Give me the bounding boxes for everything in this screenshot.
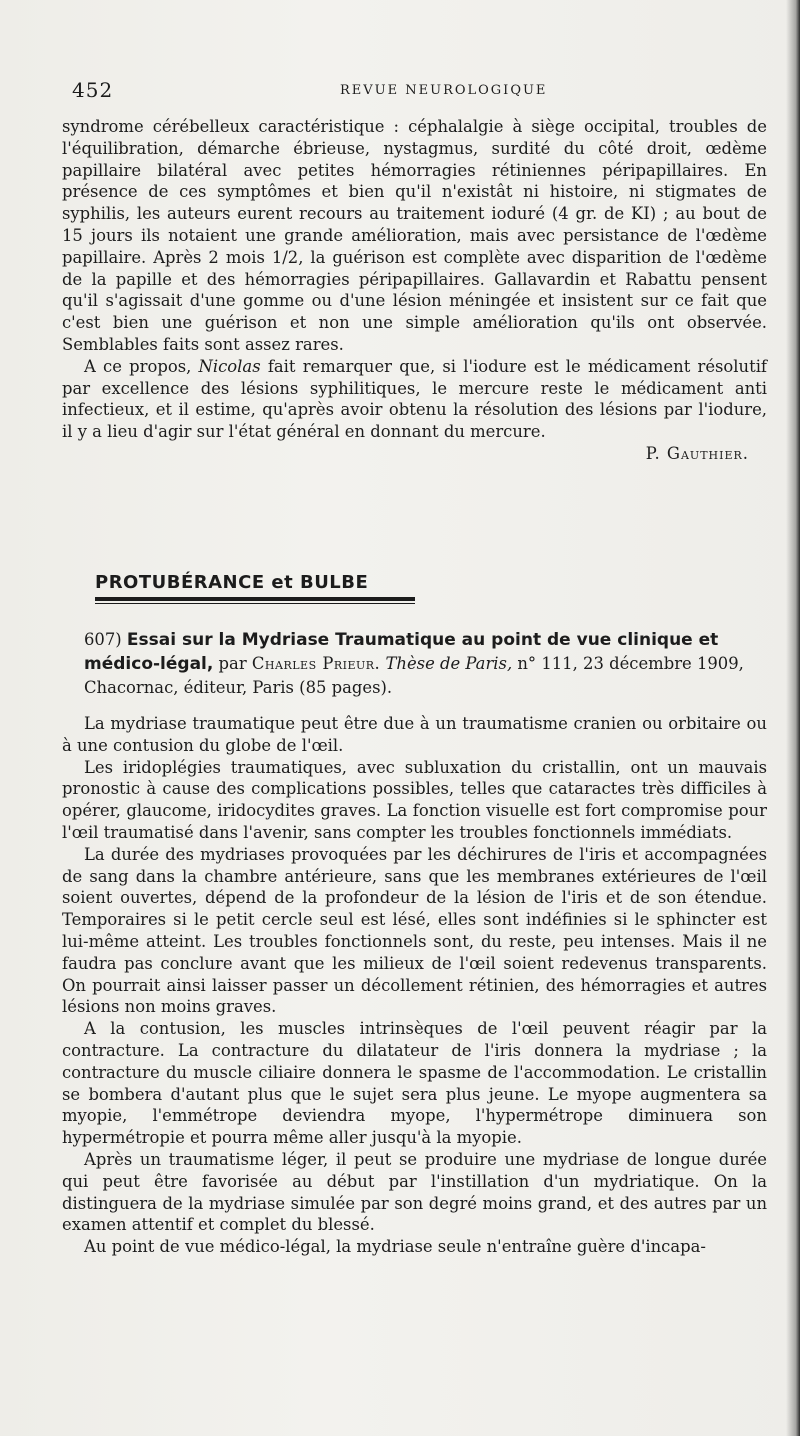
signature: P. Gauthier. xyxy=(645,443,749,463)
page-number: 452 xyxy=(72,78,114,102)
entry-author: Charles Prieur. xyxy=(251,654,381,673)
section-rule xyxy=(95,597,415,601)
text-span: par xyxy=(213,654,252,673)
section-title: PROTUBÉRANCE et BULBE xyxy=(95,572,369,593)
person-name: Nicolas xyxy=(198,356,261,376)
entry-number: 607) xyxy=(84,630,122,649)
top-section xyxy=(62,116,767,465)
paragraph: Les iridoplégies traumatiques, avec subluxation du cristallin, ont un mauvais pronostic à cause des complications possibles, telles que cataractes très difficiles à opérer, glaucome, iridocydites graves. La fonction visuelle est fort compromise pour l'œil traumatisé dans l'avenir, sans compter les troubles fonctionnels immédiats. xyxy=(62,757,767,842)
text-span: fait remarquer que, si l'iodure est le médicament résolutif par excellence des lésions syphilitiques, le mercure reste le médicament anti infectieux, et il estime, qu'après avoir obtenu la résolution des lésions par l'iodure, il y a lieu d'agir sur l'état général en donnant du mercure. xyxy=(62,356,767,442)
paragraph: syndrome cérébelleux caractéristique : céphalalgie à siège occipital, troubles de l'équilibration, démarche ébrieuse, nystagmus, surdité du côté droit, œdème papillaire bilatéral avec petites hémorragies rétiniennes péripapillaires. En présence de ces symptômes et bien qu'il n'existât ni histoire, ni stigmates de syphilis, les auteurs eurent recours au traitement ioduré (4 gr. de KI) ; au bout de 15 jours ils notaient une grande amélioration, mais avec persistance de l'œdème papillaire. Après 2 mois 1/2, la guérison est complète avec disparition de l'œdème de la papille et des hémorragies péripapillaires. Gallavardin et Rabattu pensent qu'il s'agissait d'une gomme ou d'une lésion méningée et insistent sur ce fait que c'est bien une guérison et non une simple amélioration qu'ils ont observée. Semblables faits sont assez rares. xyxy=(62,117,767,354)
page-edge-shadow xyxy=(786,0,800,1436)
paragraph: La mydriase traumatique peut être due à un traumatisme cranien ou orbitaire ou à une contusion du globe de l'œil. xyxy=(62,714,767,755)
entry-thesis: Thèse de Paris, xyxy=(380,654,513,673)
entry-title: Essai sur la Mydriase Traumatique au point de vue clinique et médico-légal, xyxy=(84,630,719,674)
text-span: A ce propos, xyxy=(84,356,199,376)
entry-body xyxy=(62,713,767,1258)
running-title: REVUE NEUROLOGIQUE xyxy=(340,83,548,98)
paragraph xyxy=(62,356,767,443)
bibliography-entry xyxy=(84,628,774,700)
paragraph: A la contusion, les muscles intrinsèques de l'œil peuvent réagir par la contracture. La contracture du dilatateur de l'iris donnera la mydriase ; la contracture du muscle ciliaire donnera le spasme de l'accommodation. Le cristallin se bombera d'autant plus que le sujet sera plus jeune. Le myope augmentera sa myopie, l'emmétrope deviendra myope, l'hypermétrope diminuera son hypermétropie et pourra même aller jusqu'à la myopie. xyxy=(62,1019,767,1148)
entry-details: n° 111, 23 décembre 1909, Chacornac, éditeur, Paris (85 pages). xyxy=(84,654,744,697)
section-rule-thin xyxy=(95,603,415,604)
paragraph: Au point de vue médico-légal, la mydriase seule n'entraîne guère d'incapa- xyxy=(84,1237,706,1257)
paragraph: La durée des mydriases provoquées par les déchirures de l'iris et accompagnées de sang dans la chambre antérieure, sans que les membranes extérieures de l'œil soient ouvertes, dépend de la profondeur de la lésion de l'iris et de son étendue. Temporaires si le petit cercle seul est lésé, elles sont indéfinies si le sphincter est lui-même atteint. Les troubles fonctionnels sont, du reste, peu intenses. Mais il ne faudra pas conclure avant que les milieux de l'œil soient redevenus transparents. On pourrait ainsi laisser passer un décollement rétinien, des hémorragies et autres lésions non moins graves. xyxy=(62,844,767,1017)
running-header xyxy=(0,78,800,102)
paragraph: Après un traumatisme léger, il peut se produire une mydriase de longue durée qui peut être favorisée au début par l'instillation d'un mydriatique. On la distinguera de la mydriase simulée par son degré moins grand, et des autres par un examen attentif et complet du blessé. xyxy=(62,1149,767,1235)
